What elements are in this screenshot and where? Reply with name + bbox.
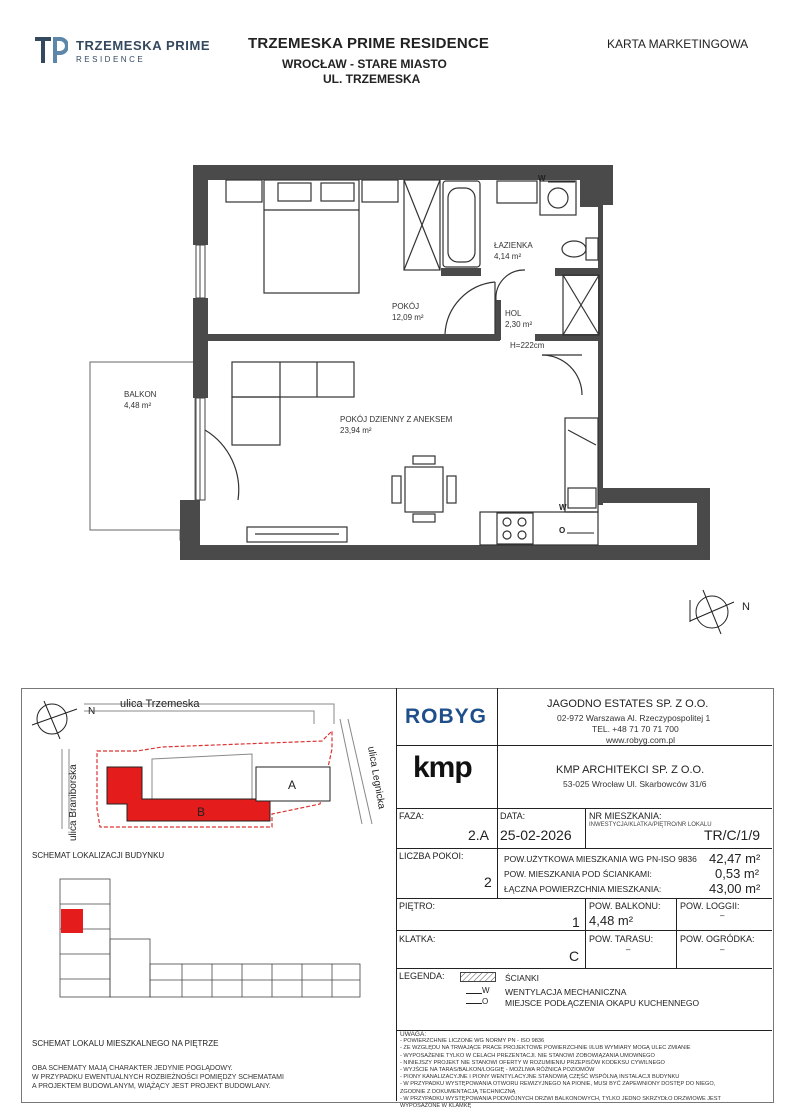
disclaimer-line: W PRZYPADKU EWENTUALNYCH ROZBIEŻNOŚCI POMIĘDZY SCHEMATAMI — [32, 1074, 284, 1081]
uzytkowa-label: POW.UŻYTKOWA MIESZKANIA WG PN-ISO 9836 — [504, 854, 697, 864]
pokoje-value: 2 — [484, 874, 492, 890]
note-line: - POWIERZCHNIE LICZONE WG NORMY PN - ISO 9836 — [400, 1038, 545, 1045]
taras-label: POW. TARASU: — [589, 934, 654, 944]
balkon-value: 4,48 m² — [589, 913, 634, 928]
legend-o-text: MIEJSCE PODŁĄCZENIA OKAPU KUCHENNEGO — [505, 998, 700, 1008]
hood-line-icon — [466, 1003, 482, 1004]
document-type: KARTA MARKETINGOWA — [607, 37, 749, 51]
uzytkowa-value: 42,47 m² — [709, 851, 761, 866]
nr-value: TR/C/1/9 — [704, 827, 761, 843]
balcony-slab — [90, 362, 195, 540]
note-line: - NINIEJSZY PROJEKT NIE STANOWI OFERTY W ROZUMIENIU PRZEPISÓW KODEKSU CYWILNEGO — [400, 1059, 665, 1066]
laczna-value: 43,00 m² — [709, 881, 761, 896]
investor-name: JAGODNO ESTATES SP. Z O.O. — [547, 698, 709, 710]
legend-o-symbol: O — [482, 997, 489, 1006]
room-area-hol: 2,30 m² — [505, 320, 533, 329]
ogrodek-label: POW. OGRÓDKA: — [680, 934, 755, 944]
legend-title: LEGENDA: — [399, 971, 445, 981]
logo-subtitle: RESIDENCE — [76, 55, 146, 64]
note-line: ZGODNIE Z DOKUMENTACJĄ TECHNICZNĄ — [400, 1088, 516, 1095]
room-label-lazienka: ŁAZIENKA — [494, 241, 533, 250]
wall-hatch-icon — [460, 972, 496, 982]
site-north-label: N — [88, 706, 96, 717]
site-compass-icon — [32, 701, 77, 739]
note-line: - ZE WZGLĘDU NA TRWAJĄCE PRACE PROJEKTOWE POWIERZCHNIE I/LUB WYMIARY MOGĄ ULEC ZMIANIE — [400, 1045, 691, 1052]
note-line: - WYJŚCIE NA TARAS/BALKON/LOGGIĘ - MOŻLIWA RÓŻNICA POZIOMÓW — [400, 1067, 595, 1074]
ventilation-marker-kitchen: W — [559, 503, 567, 512]
klatka-label: KLATKA: — [399, 934, 436, 944]
room-area-balkon: 4,48 m² — [124, 401, 152, 410]
vent-line-icon — [466, 993, 482, 994]
investor-web: www.robyg.com.pl — [606, 735, 675, 745]
klatka-value: C — [569, 948, 580, 964]
notes-block — [400, 1031, 721, 1110]
room-label-pokoj: POKÓJ — [392, 302, 420, 311]
plan-north-label: N — [742, 601, 750, 613]
laczna-label: ŁĄCZNA POWIERZCHNIA MIESZKANIA: — [504, 884, 662, 894]
tp-logo-icon — [34, 36, 68, 66]
room-label-balkon: BALKON — [124, 390, 157, 399]
faza-value: 2.A — [468, 827, 490, 843]
room-height: H=222cm — [510, 341, 545, 350]
nr-hint: INWESTYCJA/KLATKA/PIĘTRO/NR LOKALU — [589, 822, 712, 828]
project-title: TRZEMESKA PRIME RESIDENCE — [248, 35, 490, 52]
data-value: 25-02-2026 — [500, 827, 572, 843]
room-area-lazienka: 4,14 m² — [494, 252, 522, 261]
nr-label: NR MIESZKANIA: — [589, 811, 662, 821]
brand-logo — [34, 36, 214, 68]
apartment-highlight — [61, 909, 83, 933]
street-left-label: ulica Braniborska — [68, 764, 79, 841]
north-compass-icon — [690, 590, 734, 634]
caption-location: SCHEMAT LOKALIZACJI BUDYNKU — [32, 851, 165, 860]
architect-address: 53-025 Wrocław Ul. Skarbowców 31/6 — [563, 779, 707, 789]
building-b-label: B — [197, 805, 206, 819]
investor-address: 02-972 Warszawa Al. Rzeczypospolitej 1 — [557, 713, 711, 723]
disclaimer-line: A PROJEKTEM BUDOWLANYM, WIĄŻĄCY JEST PROJEKT BUDOWLANY. — [32, 1083, 271, 1090]
data-label: DATA: — [500, 811, 526, 821]
architect-name: KMP ARCHITEKCI SP. Z O.O. — [556, 764, 705, 776]
legend-sciany: ŚCIANKI — [505, 973, 540, 983]
disclaimer-line: OBA SCHEMATY MAJĄ CHARAKTER JEDYNIE POGLĄDOWY. — [32, 1065, 233, 1072]
room-label-dzienny: POKÓJ DZIENNY Z ANEKSEM — [340, 415, 453, 424]
ventilation-marker-bath: W — [538, 174, 546, 183]
taras-value: – — [626, 945, 631, 954]
note-line: WYPOSAŻONE W KLAMKĘ — [400, 1103, 472, 1110]
hood-marker: O — [559, 526, 566, 535]
legend-w-text: WENTYLACJA MECHANICZNA — [505, 987, 627, 997]
note-line: - W PRZYPADKU WYSTĘPOWANIA OTWORU REWIZYJNEGO NA PIONIE, MUSI BYĆ ZAPEWNIONY DOSTĘP DO NIEGO, — [400, 1081, 716, 1088]
building-a-label: A — [288, 778, 297, 792]
note-line: - PIONY KANALIZACYJNE I PIONY WENTYLACYJNE STANOWIĄ CZĘŚĆ WSPÓLNĄ INSTALACJI BUDYNKU — [400, 1074, 680, 1081]
note-line: - WYPOSAŻENIE TYLKO W CELACH PREZENTACJI. NIE STANOWI ZOBOWIĄZANIA UMOWNEGO — [400, 1052, 655, 1059]
faza-label: FAZA: — [399, 811, 425, 821]
loggia-label: POW. LOGGII: — [680, 901, 740, 911]
street-right-label: ulica Legnicka — [365, 745, 387, 810]
pod-sciankami-label: POW. MIESZKANIA POD ŚCIANKAMI: — [504, 869, 652, 879]
project-street: UL. TRZEMESKA — [323, 72, 421, 86]
investor-tel: TEL. +48 71 70 71 700 — [592, 724, 679, 734]
notes-title: UWAGA: — [400, 1031, 427, 1038]
legend-w-symbol: W — [482, 986, 490, 995]
loggia-value: – — [720, 911, 725, 920]
kmp-logo: kmp — [413, 751, 472, 784]
room-area-pokoj: 12,09 m² — [392, 313, 424, 322]
pod-sciankami-value: 0,53 m² — [715, 866, 760, 881]
floor-plan — [0, 150, 792, 650]
room-area-dzienny: 23,94 m² — [340, 426, 372, 435]
ogrodek-value: – — [720, 945, 725, 954]
logo-name: TRZEMESKA PRIME — [76, 38, 211, 53]
pokoje-label: LICZBA POKOI: — [399, 851, 464, 861]
balkon-label: POW. BALKONU: — [589, 901, 661, 911]
robyg-logo: ROBYG — [405, 705, 488, 728]
pietro-value: 1 — [572, 914, 580, 930]
building-b — [107, 767, 270, 821]
project-city: WROCŁAW - STARE MIASTO — [282, 57, 447, 71]
room-label-hol: HOL — [505, 309, 522, 318]
note-line: - W PRZYPADKU WYSTĘPOWANIA PODWÓJNYCH DRZWI BALKONOWYCH, TYLKO JEDNO SKRZYDŁO DRZWIOWE JEST — [400, 1095, 721, 1102]
pietro-label: PIĘTRO: — [399, 901, 436, 911]
street-top-label: ulica Trzemeska — [120, 698, 200, 710]
caption-floor: SCHEMAT LOKALU MIESZKALNEGO NA PIĘTRZE — [32, 1039, 219, 1048]
